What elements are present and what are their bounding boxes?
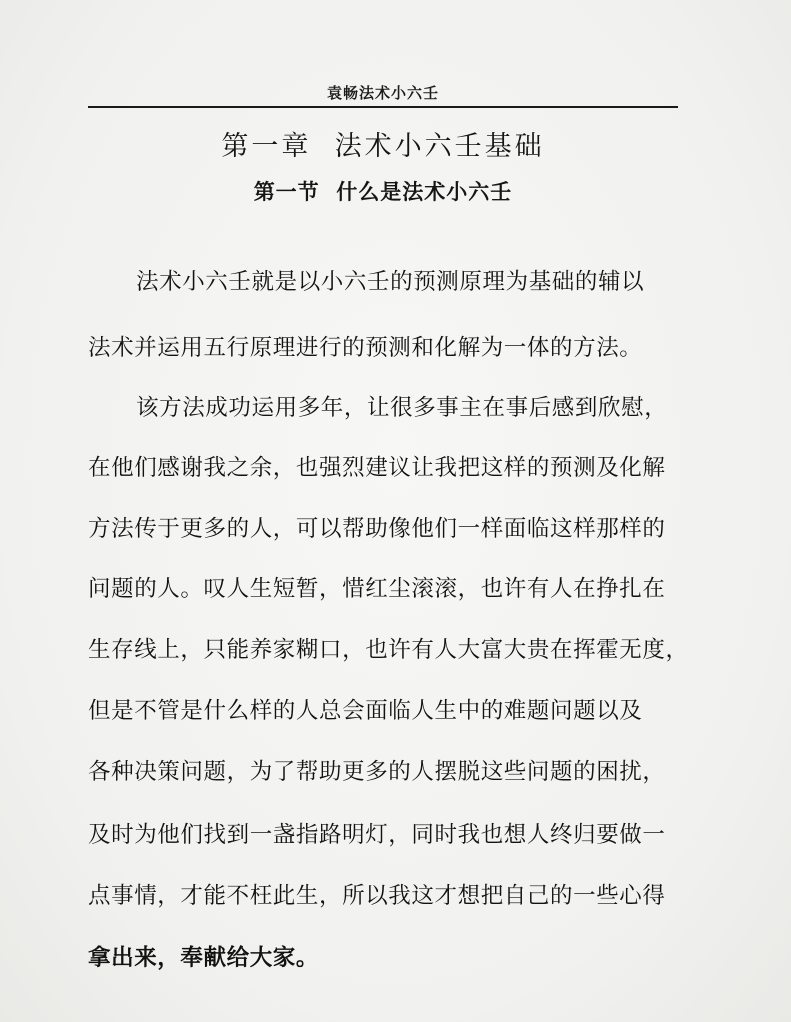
- text-line: 方法传于更多的人，可以帮助像他们一样面临这样那样的: [88, 516, 666, 542]
- text-line: 各种决策问题，为了帮助更多的人摆脱这些问题的困扰，: [88, 759, 666, 785]
- running-header: 袁畅法术小六壬: [326, 84, 439, 102]
- text-line: 拿出来，奉献给大家。: [88, 945, 320, 971]
- text-line: 但是不管是什么样的人总会面临人生中的难题问题以及: [88, 698, 643, 724]
- chapter-title: 第一章 法术小六壬基础: [221, 131, 545, 162]
- text-line: 法术并运用五行原理进行的预测和化解为一体的方法。: [88, 335, 643, 361]
- text-line: 生存线上，只能养家糊口，也许有人大富大贵在挥霍无度，: [88, 637, 689, 663]
- text-line: 法术小六壬就是以小六壬的预测原理为基础的辅以: [136, 269, 645, 295]
- text-line: 该方法成功运用多年，让很多事主在事后感到欣慰，: [136, 395, 668, 421]
- header-rule: [88, 106, 678, 108]
- section-title: 第一节 什么是法术小六壬: [253, 179, 513, 204]
- text-line: 问题的人。叹人生短暂，惜红尘滚滚，也许有人在挣扎在: [88, 576, 666, 602]
- text-line: 在他们感谢我之余，也强烈建议让我把这样的预测及化解: [88, 455, 666, 481]
- text-line: 及时为他们找到一盏指路明灯，同时我也想人终归要做一: [88, 822, 666, 848]
- text-line: 点事情，才能不枉此生，所以我这才想把自己的一些心得: [88, 883, 666, 909]
